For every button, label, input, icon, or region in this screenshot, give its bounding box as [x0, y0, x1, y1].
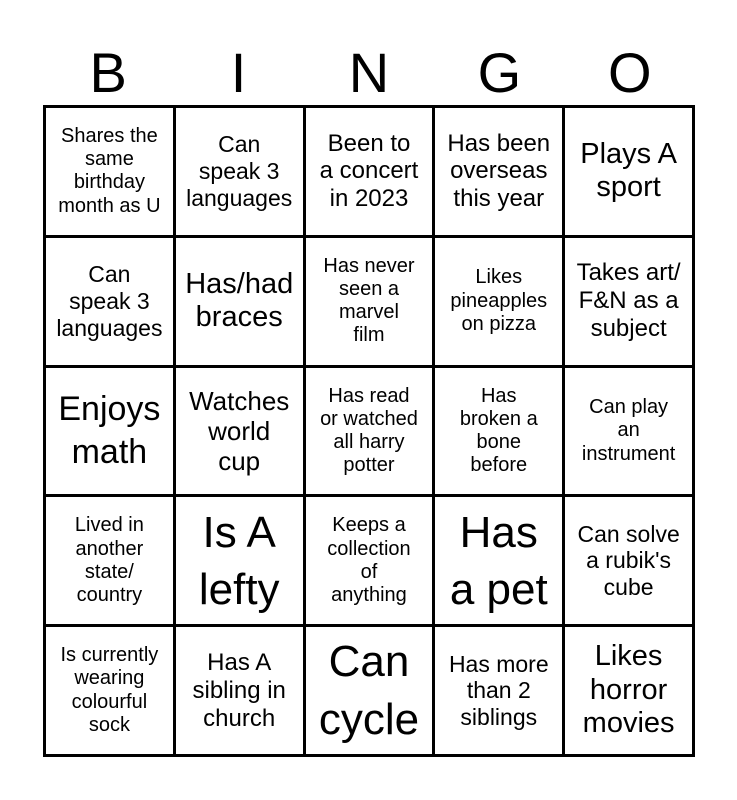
bingo-cell-r4c5[interactable]: [565, 497, 692, 624]
cell-text: Been to a concert in 2023: [319, 129, 419, 213]
bingo-cell-r5c2[interactable]: [176, 627, 303, 754]
bingo-cell-r1c1[interactable]: [46, 108, 173, 235]
cell-text: Has a pet: [449, 507, 548, 614]
header-letter-b: B: [89, 41, 127, 104]
cell-text: Has/had braces: [185, 267, 294, 334]
cell-text: Can speak 3 languages: [56, 261, 163, 341]
cell-text: Takes art/ F&N as a subject: [576, 259, 681, 343]
bingo-cell-r2c3[interactable]: [306, 238, 433, 365]
bingo-cell-r4c1[interactable]: [46, 497, 173, 624]
bingo-cell-r4c4[interactable]: [435, 497, 562, 624]
bingo-cell-r4c3[interactable]: [306, 497, 433, 624]
header-letter-i: I: [230, 41, 247, 104]
header-letter-g: G: [477, 41, 522, 104]
cell-text: Lived in another state/ country: [74, 514, 144, 606]
header-letter-o: O: [607, 41, 652, 104]
cell-text: Can play an instrument: [581, 396, 676, 465]
cell-text: Shares the same birthday month as U: [58, 125, 161, 217]
cell-text: Has more than 2 siblings: [448, 650, 549, 730]
bingo-cell-r2c5[interactable]: [565, 238, 692, 365]
cell-text: Is A lefty: [198, 507, 280, 614]
bingo-cell-r3c4[interactable]: [435, 368, 562, 495]
bingo-cell-r5c5[interactable]: [565, 627, 692, 754]
bingo-cell-r2c4[interactable]: [435, 238, 562, 365]
bingo-cell-r2c1[interactable]: [46, 238, 173, 365]
cell-text: Enjoys math: [58, 390, 161, 471]
bingo-cell-r4c2[interactable]: [176, 497, 303, 624]
bingo-cell-r3c3[interactable]: [306, 368, 433, 495]
bingo-cell-r1c4[interactable]: [435, 108, 562, 235]
cell-text: Plays A sport: [580, 137, 677, 204]
bingo-cell-r5c3[interactable]: [306, 627, 433, 754]
cell-text: Can speak 3 languages: [186, 131, 293, 211]
bingo-cell-r1c2[interactable]: [176, 108, 303, 235]
cell-text: Can cycle: [318, 637, 420, 744]
cell-text: Watches world cup: [189, 385, 290, 477]
cell-text: Has A sibling in church: [192, 648, 286, 732]
cell-text: Can solve a rubik's cube: [577, 520, 680, 601]
cell-text: Likes horror movies: [582, 640, 675, 740]
cell-text: Keeps a collection of anything: [327, 514, 411, 606]
bingo-cell-r3c1[interactable]: [46, 368, 173, 495]
cell-text: Has read or watched all harry potter: [320, 384, 418, 477]
bingo-cell-r1c3[interactable]: [306, 108, 433, 235]
cell-text: Is currently wearing colourful sock: [60, 644, 159, 736]
bingo-cell-r1c5[interactable]: [565, 108, 692, 235]
bingo-cell-r5c1[interactable]: [46, 627, 173, 754]
bingo-cell-r3c5[interactable]: [565, 368, 692, 495]
bingo-grid: [43, 105, 695, 757]
bingo-cell-r3c2[interactable]: [176, 368, 303, 495]
cell-text: Has been overseas this year: [447, 129, 551, 213]
cell-text: Likes pineapples on pizza: [450, 266, 548, 335]
cell-text: Has never seen a marvel film: [323, 254, 415, 347]
header-letter-n: N: [348, 41, 390, 104]
bingo-cell-r5c4[interactable]: [435, 627, 562, 754]
bingo-cell-r2c2[interactable]: [176, 238, 303, 365]
cell-text: Has broken a bone before: [459, 384, 538, 477]
bingo-header: [43, 42, 695, 104]
